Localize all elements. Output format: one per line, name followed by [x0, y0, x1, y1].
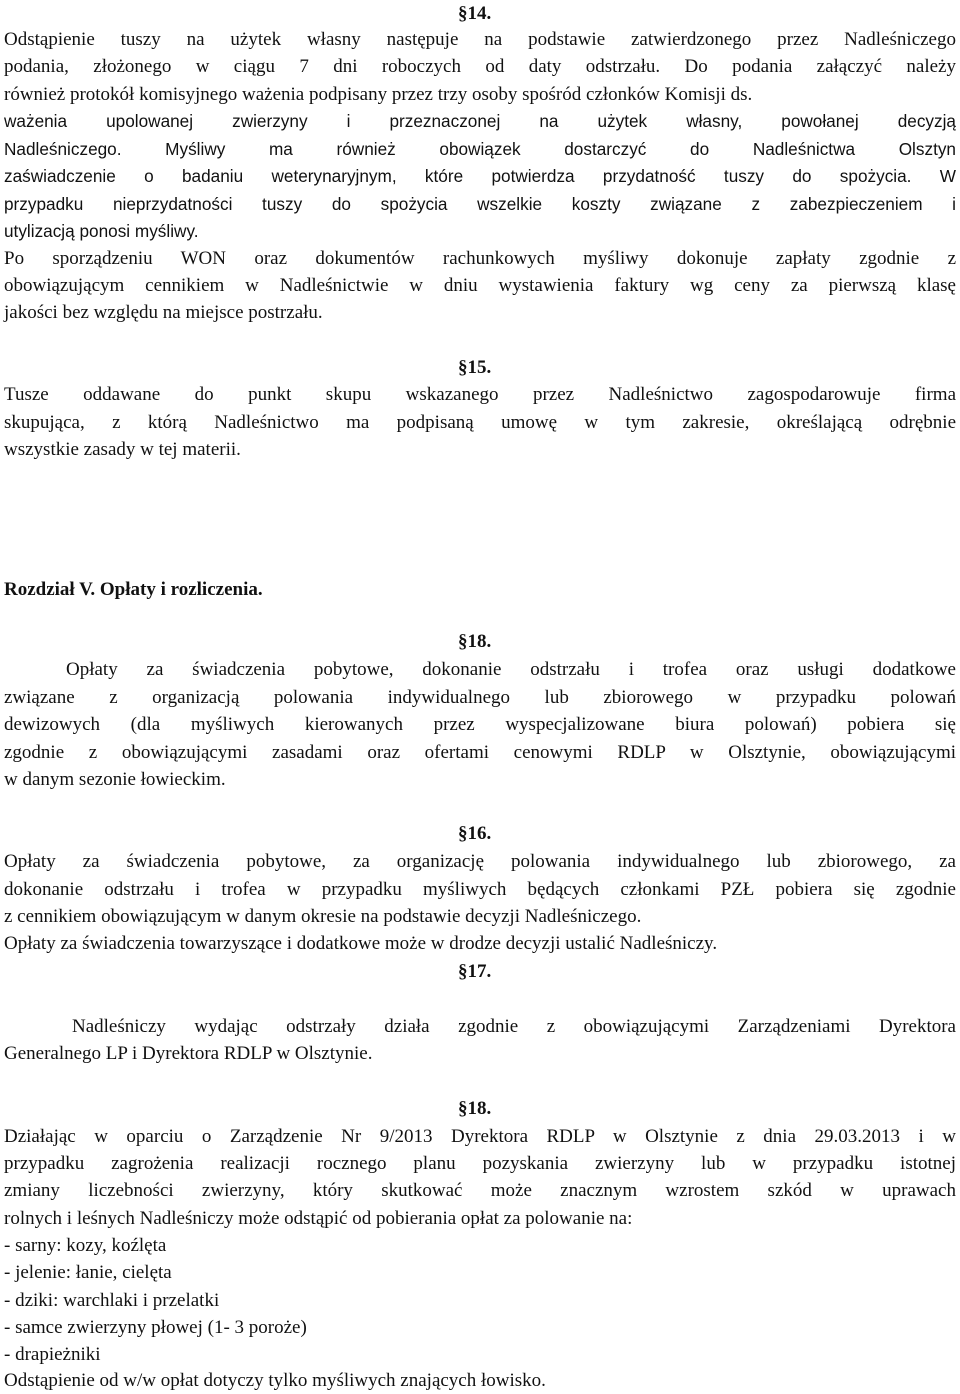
paragraph-line: zaświadczenie o badaniu weterynaryjnym, które potwierdza przydatność tuszy do spożycia. W	[4, 166, 956, 186]
paragraph-line: zgodnie z obowiązującymi zasadami oraz ofertami cenowymi RDLP w Olsztynie, obowiązującymi	[4, 742, 956, 763]
list-item: - sarny: kozy, koźlęta	[4, 1235, 167, 1256]
paragraph-line: Opłaty za świadczenia pobytowe, dokonanie odstrzału i trofea oraz usługi dodatkowe	[66, 659, 956, 680]
paragraph-line: Opłaty za świadczenia pobytowe, za organizację polowania indywidualnego lub zbiorowego, za	[4, 851, 956, 872]
paragraph-line: dewizowych (dla myśliwych kierowanych przez wyspecjalizowane biura polowań) pobiera się	[4, 714, 956, 735]
paragraph-line: związane z organizacją polowania indywidualnego lub zbiorowego w przypadku polowań	[4, 687, 956, 708]
paragraph-line: również protokół komisyjnego ważenia podpisany przez trzy osoby spośród członków Komisji ds.	[4, 84, 753, 105]
paragraph-line: Po sporządzeniu WON oraz dokumentów rachunkowych myśliwy dokonuje zapłaty zgodnie z	[4, 248, 956, 269]
paragraph-line: skupująca, z którą Nadleśnictwo ma podpisaną umowę w tym zakresie, określającą odrębnie	[4, 412, 956, 433]
paragraph-line: dokonanie odstrzału i trofea w przypadku myśliwych będących członkami PZŁ pobiera się zgodnie	[4, 879, 956, 900]
list-item: - drapieżniki	[4, 1344, 101, 1365]
section-15-heading: §15.	[458, 357, 492, 378]
paragraph-line: ważenia upolowanej zwierzyny i przeznaczonej na użytek własny, powołanej decyzją	[4, 111, 956, 131]
paragraph-line: podania, złożonego w ciągu 7 dni roboczych od daty odstrzału. Do podania załączyć należy	[4, 56, 956, 77]
list-item: - dziki: warchlaki i przelatki	[4, 1290, 220, 1311]
paragraph-line: Działając w oparciu o Zarządzenie Nr 9/2013 Dyrektora RDLP w Olsztynie z dnia 29.03.2013 i w	[4, 1126, 956, 1147]
paragraph-line: jakości bez względu na miejsce postrzału.	[4, 302, 323, 323]
paragraph-line: Opłaty za świadczenia towarzyszące i dodatkowe może w drodze decyzji ustalić Nadleśniczy.	[4, 933, 718, 954]
section-14-heading: §14.	[458, 3, 492, 24]
paragraph-line: Odstąpienie od w/w opłat dotyczy tylko myśliwych znających łowisko.	[4, 1370, 546, 1391]
paragraph-line: z cennikiem obowiązującym w danym okresie na podstawie decyzji Nadleśniczego.	[4, 906, 642, 927]
paragraph-line: Tusze oddawane do punkt skupu wskazanego przez Nadleśnictwo zagospodarowuje firma	[4, 384, 956, 405]
paragraph-line: utylizacją ponosi myśliwy.	[4, 221, 199, 241]
section-17-heading: §17.	[458, 961, 492, 982]
list-item: - samce zwierzyny płowej (1- 3 poroże)	[4, 1317, 307, 1338]
paragraph-line: obowiązującym cennikiem w Nadleśnictwie w dniu wystawienia faktury wg ceny za pierwszą klasę	[4, 275, 956, 296]
chapter-title: Rozdział V. Opłaty i rozliczenia.	[4, 579, 263, 600]
paragraph-line: Generalnego LP i Dyrektora RDLP w Olsztynie.	[4, 1043, 373, 1064]
paragraph-line: Nadleśniczego. Myśliwy ma również obowiązek dostarczyć do Nadleśnictwa Olsztyn	[4, 139, 956, 159]
paragraph-line: wszystkie zasady w tej materii.	[4, 439, 241, 460]
paragraph-line: Nadleśniczy wydając odstrzały działa zgodnie z obowiązującymi Zarządzeniami Dyrektora	[72, 1016, 956, 1037]
paragraph-line: Odstąpienie tuszy na użytek własny następuje na podstawie zatwierdzonego przez Nadleśniczego	[4, 29, 956, 50]
section-18-heading: §18.	[458, 631, 492, 652]
paragraph-line: przypadku nieprzydatności tuszy do spożycia wszelkie koszty związane z zabezpieczeniem i	[4, 194, 956, 214]
section-16-heading: §16.	[458, 823, 492, 844]
paragraph-line: zmiany liczebności zwierzyny, który skutkować może znacznym wzrostem szkód w uprawach	[4, 1180, 956, 1201]
paragraph-line: rolnych i leśnych Nadleśniczy może odstąpić od pobierania opłat za polowanie na:	[4, 1208, 633, 1229]
section-18-heading: §18.	[458, 1098, 492, 1119]
list-item: - jelenie: łanie, cielęta	[4, 1262, 172, 1283]
paragraph-line: przypadku zagrożenia realizacji rocznego planu pozyskania zwierzyny lub w przypadku istotnej	[4, 1153, 956, 1174]
paragraph-line: w danym sezonie łowieckim.	[4, 769, 226, 790]
